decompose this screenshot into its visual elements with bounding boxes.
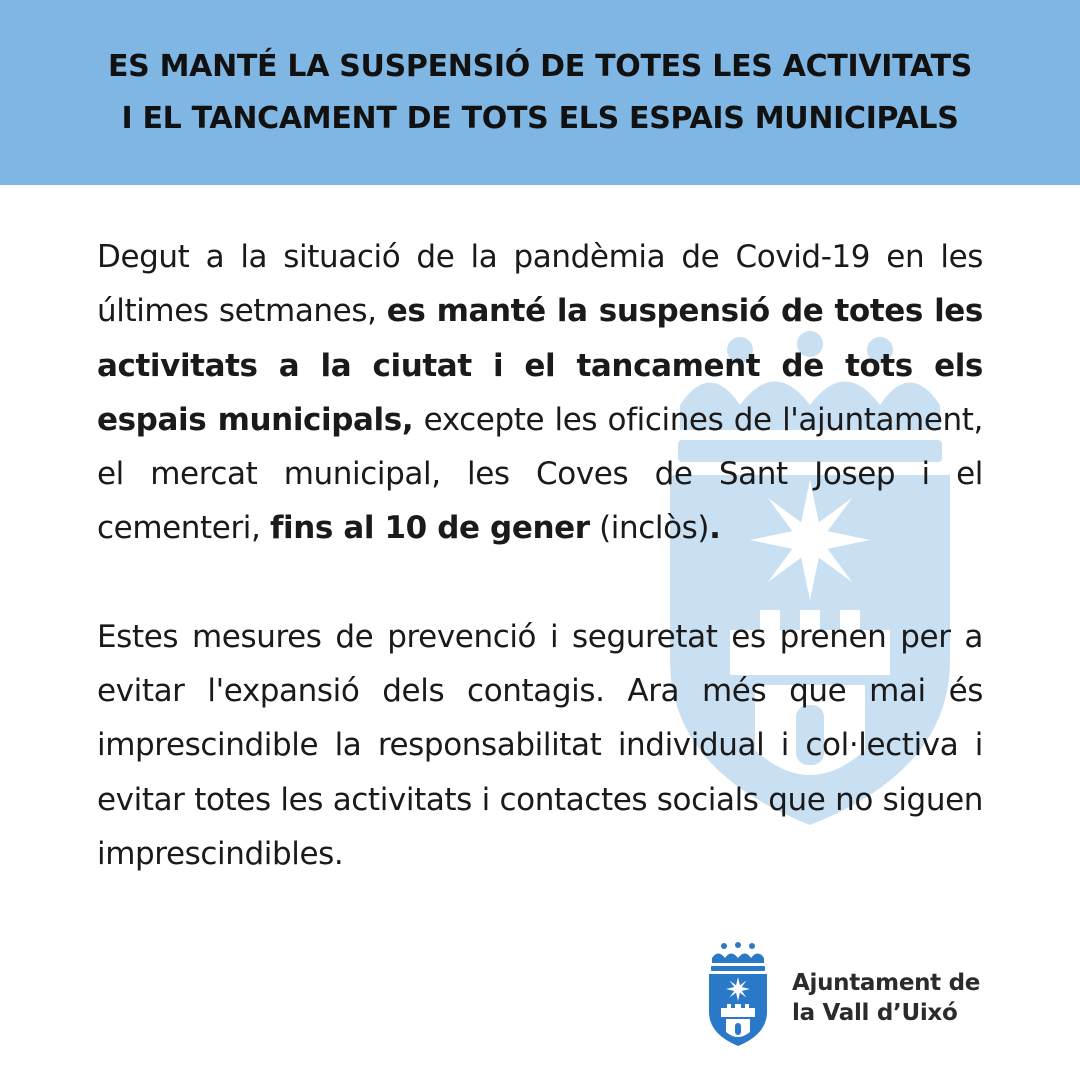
paragraph-1-emphasis-date: fins al 10 de gener xyxy=(269,510,590,547)
paragraph-1 xyxy=(97,230,983,556)
paragraph-1-emphasis-a: es manté la suspensió de totes les activitats a la ciutat i el tancament de tots els espais municipals, xyxy=(97,293,983,438)
paragraph-2: Estes mesures de prevenció i seguretat es prenen per a evitar l'expansió dels contagis. Ara més que mai és imprescindible la responsabilitat individual i col·lectiva i evitar totes les activitats i contactes socials que no siguen imprescindibles. xyxy=(97,618,983,872)
paragraph-1-text-a: Degut a la situació de la pandèmia de Covid-19 en les últimes setmanes, xyxy=(97,239,983,330)
organization-name-line-2: la Vall d’Uixó xyxy=(792,1000,958,1026)
organization-name-line-1: Ajuntament de xyxy=(792,970,981,996)
organization-name xyxy=(792,968,980,1028)
coat-of-arms-icon xyxy=(706,942,770,1046)
paragraph-1-text-b: excepte les oficines de l'ajuntament, el mercat municipal, les Coves de Sant Josep i el cementeri, xyxy=(97,401,983,547)
header-title-line-1: ES MANTÉ LA SUSPENSIÓ DE TOTES LES ACTIVITATS xyxy=(107,48,973,84)
paragraph-1-period: . xyxy=(709,510,721,547)
header-title-line-2: I EL TANCAMENT DE TOTS ELS ESPAIS MUNICIPALS xyxy=(121,100,959,136)
paragraph-1-text-c: (inclòs) xyxy=(589,510,710,547)
header-banner xyxy=(0,0,1080,185)
announcement-body xyxy=(97,230,983,881)
